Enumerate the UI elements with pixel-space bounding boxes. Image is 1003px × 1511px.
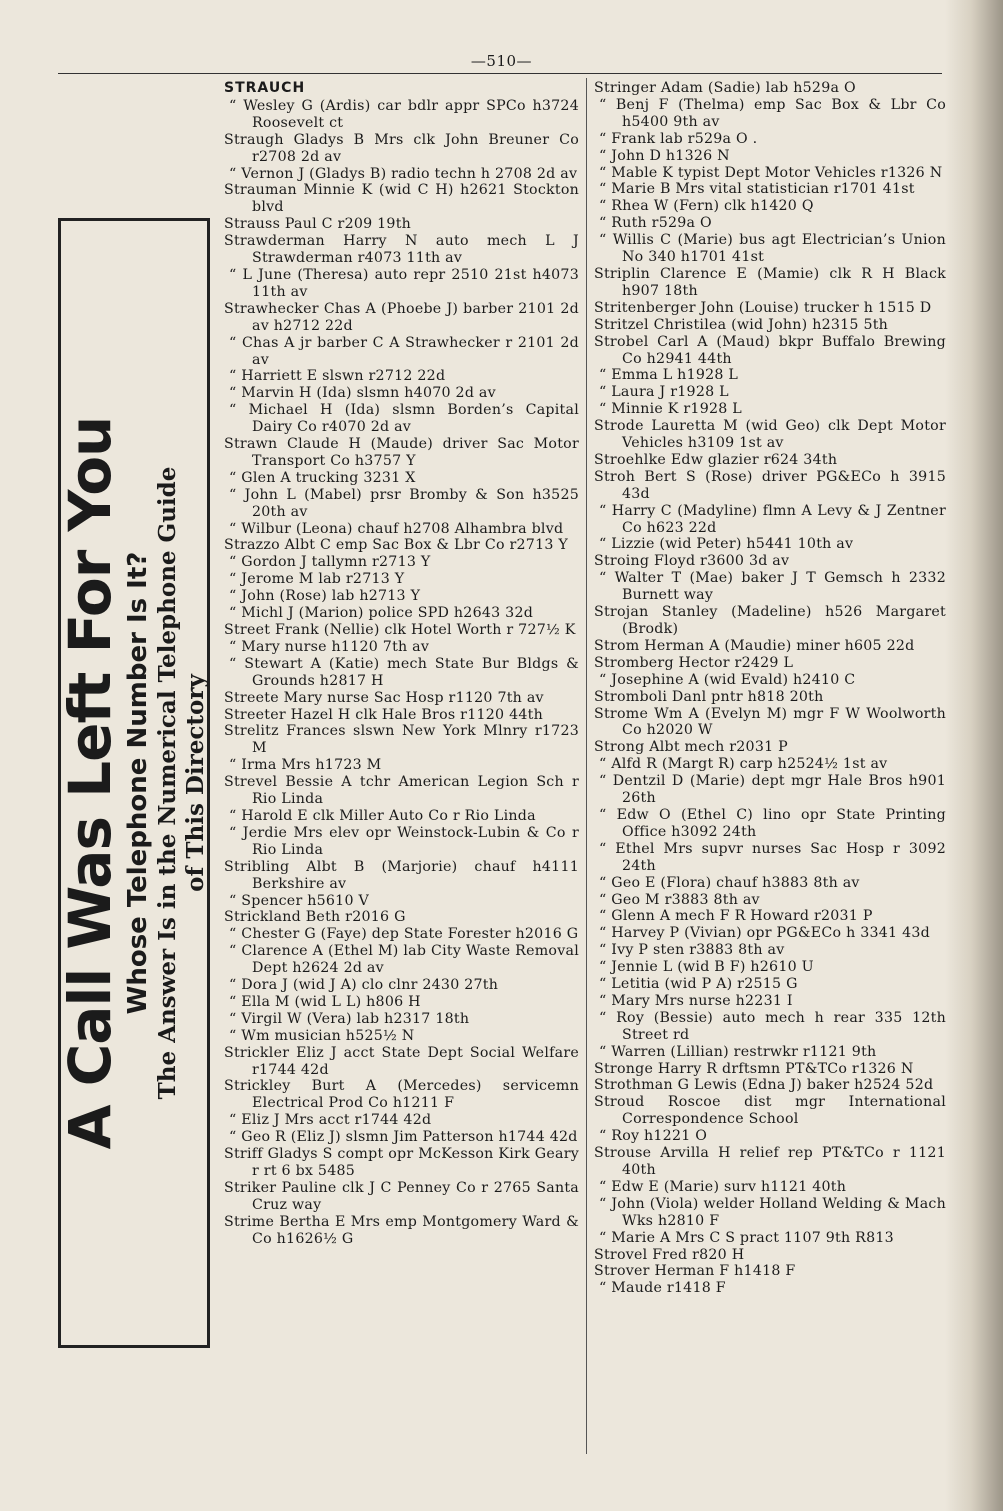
directory-entry: Striker Pauline clk J C Penney Co r 2765 Santa Cruz way [224,1179,579,1213]
directory-entry: “ Gordon J tallymn r2713 Y [229,554,431,571]
directory-entry: Strouse Arvilla H relief rep PT&TCo r 1121 40th [594,1145,946,1178]
directory-entry: Strawderman Harry N auto mech L J Strawderman r4073 11th av [224,233,579,267]
directory-entry: Stroing Floyd r3600 3d av [594,553,790,570]
directory-entry: “ Geo E (Flora) chauf h3883 8th av [599,874,860,891]
directory-entry: “ Eliz J Mrs acct r1744 42d [229,1112,432,1129]
directory-entry: “ Ruth r529a O [599,215,712,232]
directory-entry: “ Stewart A (Katie) mech State Bur Bldgs & Grounds h2817 H [229,655,579,689]
ad-line-2: The Answer Is in the Numerical Telephone Guide [154,466,181,1100]
directory-entry: “ Marie A Mrs C S pract 1107 9th R813 [599,1229,894,1246]
directory-entry: Strom Herman A (Maudie) miner h605 22d [594,637,915,654]
directory-entry: “ Alfd R (Margt R) carp h2524½ 1st av [599,756,888,773]
directory-entry: “ Chas A jr barber C A Strawhecker r 2101 2d av [229,334,579,368]
directory-entry: Stroud Roscoe dist mgr International Correspondence School [594,1094,946,1128]
directory-entry: Strazzo Albt C emp Sac Box & Lbr Co r2713 Y [224,537,569,554]
directory-entry: Strime Bertha E Mrs emp Montgomery Ward & Co h1626½ G [224,1213,579,1247]
page-number: —510— [470,52,533,70]
directory-entry: “ Jennie L (wid B F) h2610 U [599,959,814,976]
directory-entry: Street Frank (Nellie) clk Hotel Worth r 727½ K [224,622,576,638]
directory-entry: “ Mable K typist Dept Motor Vehicles r1326 N [599,164,943,181]
directory-entry: Striff Gladys S compt opr McKesson Kirk Geary r rt 6 bx 5485 [224,1146,579,1179]
directory-entry: Strode Lauretta M (wid Geo) clk Dept Motor Vehicles h3109 1st av [594,418,946,452]
directory-entry: “ Letitia (wid P A) r2515 G [599,976,798,993]
book-binding-shadow [945,0,1003,1511]
directory-entry: “ John (Rose) lab h2713 Y [229,588,421,605]
directory-entry: “ Walter T (Mae) baker J T Gemsch h 2332 Burnett way [599,570,946,604]
directory-entry: “ Geo R (Eliz J) slsmn Jim Patterson h1744 42d [229,1129,578,1146]
directory-entry: “ Willis C (Marie) bus agt Electrician’s Union No 340 h1701 41st [599,232,946,266]
directory-entry: “ Ella M (wid L L) h806 H [229,993,421,1010]
directory-entry: Stronge Harry R drftsmn PT&TCo r1326 N [594,1060,914,1077]
directory-entry: “ Josephine A (wid Evald) h2410 C [599,671,856,688]
directory-entry: “ Laura J r1928 L [599,384,729,401]
directory-entry: “ Marie B Mrs vital statistician r1701 41st [599,181,915,198]
directory-entry: Strauman Minnie K (wid C H) h2621 Stockton blvd [224,182,579,216]
directory-entry: “ Ivy P sten r3883 8th av [599,942,785,959]
directory-entry: “ Edw E (Marie) surv h1121 40th [599,1178,847,1195]
directory-entry: Stromboli Danl pntr h818 20th [594,688,824,705]
directory-entry: “ Irma Mrs h1723 M [229,757,382,774]
directory-entry: “ Ethel Mrs supvr nurses Sac Hosp r 3092 24th [599,840,946,874]
left-column [224,80,579,1248]
directory-entry: “ Lizzie (wid Peter) h5441 10th av [599,536,854,553]
directory-entry: “ Harry C (Madyline) flmn A Levy & J Zentner Co h623 22d [599,502,946,536]
directory-entry: “ John L (Mabel) prsr Bromby & Son h3525 20th av [229,486,579,520]
directory-entry: Strong Albt mech r2031 P [594,739,788,756]
directory-entry: Stritenberger John (Louise) trucker h 1515 D [594,299,932,316]
directory-entry: “ Chester G (Faye) dep State Forester h2016 G [229,926,579,943]
directory-entry: “ Harvey P (Vivian) opr PG&ECo h 3341 43d [599,925,930,942]
directory-entry: “ Mary Mrs nurse h2231 I [599,992,793,1009]
directory-entry: Streete Mary nurse Sac Hosp r1120 7th av [224,689,544,706]
column-divider [586,78,587,1454]
ad-line-1: Whose Telephone Number Is It? [123,551,153,1015]
directory-entry: Strothman G Lewis (Edna J) baker h2524 52d [594,1077,934,1094]
directory-entry: “ Wm musician h525½ N [229,1027,415,1044]
header-rule [58,73,942,74]
column-heading: STRAUCH [224,80,306,96]
directory-entry: “ Jerome M lab r2713 Y [229,571,405,588]
directory-entry: “ Mary nurse h1120 7th av [229,638,430,655]
directory-entry: “ Clarence A (Ethel M) lab City Waste Removal Dept h2624 2d av [229,943,579,977]
directory-entry: “ Wesley G (Ardis) car bdlr appr SPCo h3724 Roosevelt ct [229,97,579,131]
directory-entry: Stringer Adam (Sadie) lab h529a O [594,80,856,96]
directory-entry: “ Jerdie Mrs elev opr Weinstock-Lubin & Co r Rio Linda [229,824,579,858]
directory-entry: “ L June (Theresa) auto repr 2510 21st h4073 11th av [229,266,579,300]
directory-entry: “ Benj F (Thelma) emp Sac Box & Lbr Co h5400 9th av [599,96,946,130]
directory-entry: Strickland Beth r2016 G [224,909,406,926]
directory-entry: Strauss Paul C r209 19th [224,216,412,233]
directory-entry: Strawhecker Chas A (Phoebe J) barber 2101 2d av h2712 22d [224,300,579,334]
directory-entry: “ Michl J (Marion) police SPD h2643 32d [229,605,534,622]
directory-entry: Strickley Burt A (Mercedes) servicemn Electrical Prod Co h1211 F [224,1078,579,1112]
directory-entry: “ Dora J (wid J A) clo clnr 2430 27th [229,977,499,994]
directory-entry: “ John (Viola) welder Holland Welding & Mach Wks h2810 F [599,1195,946,1229]
advertisement-box [58,218,210,1348]
directory-entry: Strobel Carl A (Maud) bkpr Buffalo Brewing Co h2941 44th [594,333,946,367]
directory-entry: “ Roy (Bessie) auto mech h rear 335 12th Street rd [599,1009,946,1043]
directory-entry: “ Edw O (Ethel C) lino opr State Printing Office h3092 24th [599,806,946,840]
directory-entry: Stribling Albt B (Marjorie) chauf h4111 Berkshire av [224,858,579,892]
directory-entry: Streeter Hazel H clk Hale Bros r1120 44th [224,706,543,723]
ad-title: A Call Was Left For You [56,416,124,1150]
directory-entry: Strawn Claude H (Maude) driver Sac Motor Transport Co h3757 Y [224,436,579,469]
directory-entry: “ Wilbur (Leona) chauf h2708 Alhambra blvd [229,520,564,537]
directory-entry: “ Vernon J (Gladys B) radio techn h 2708 2d av [229,165,578,182]
directory-entry: Stritzel Christilea (wid John) h2315 5th [594,316,889,333]
directory-entry: “ John D h1326 N [599,147,730,164]
directory-entry: “ Glen A trucking 3231 X [229,469,416,486]
directory-entry: “ Warren (Lillian) restrwkr r1121 9th [599,1043,877,1060]
directory-entry: Strelitz Frances slswn New York Mlnry r1723 M [224,723,579,757]
directory-entry: Straugh Gladys B Mrs clk John Breuner Co r2708 2d av [224,131,579,165]
directory-entry: Stroh Bert S (Rose) driver PG&ECo h 3915 43d [594,468,946,502]
directory-entry: “ Geo M r3883 8th av [599,891,760,908]
directory-entry: Strojan Stanley (Madeline) h526 Margaret (Brodk) [594,604,946,637]
directory-entry: Stroehlke Edw glazier r624 34th [594,451,838,468]
directory-entry: Strickler Eliz J acct State Dept Social Welfare r1744 42d [224,1044,579,1078]
directory-entry: Striplin Clarence E (Mamie) clk R H Black h907 18th [594,265,946,299]
directory-entry: “ Marvin H (Ida) slsmn h4070 2d av [229,385,496,402]
directory-entry: “ Roy h1221 O [599,1128,708,1145]
directory-entry: “ Frank lab r529a O . [599,130,758,147]
ad-line-3: of This Directory [182,674,209,892]
directory-entry: “ Minnie K r1928 L [599,401,742,418]
directory-entry: “ Emma L h1928 L [599,367,739,384]
directory-entry: Stromberg Hector r2429 L [594,654,794,671]
directory-entry: “ Maude r1418 F [599,1280,726,1297]
directory-entry: “ Dentzil D (Marie) dept mgr Hale Bros h901 26th [599,773,946,807]
directory-entry: “ Harold E clk Miller Auto Co r Rio Linda [229,807,536,824]
directory-entry: Strovel Fred r820 H [594,1246,745,1263]
advertisement-text [56,233,209,1333]
directory-entry: “ Spencer h5610 V [229,892,369,909]
directory-entry: “ Glenn A mech F R Howard r2031 P [599,908,873,925]
directory-entry: Strome Wm A (Evelyn M) mgr F W Woolworth Co h2020 W [594,705,946,739]
right-column [594,80,946,1297]
directory-entry: Strover Herman F h1418 F [594,1263,796,1280]
directory-entry: “ Rhea W (Fern) clk h1420 Q [599,198,814,215]
directory-entry: Strevel Bessie A tchr American Legion Sch r Rio Linda [224,774,579,808]
directory-entry: “ Michael H (Ida) slsmn Borden’s Capital Dairy Co r4070 2d av [229,402,579,436]
directory-entry: “ Harriett E slswn r2712 22d [229,368,446,385]
directory-entry: “ Virgil W (Vera) lab h2317 18th [229,1010,470,1027]
